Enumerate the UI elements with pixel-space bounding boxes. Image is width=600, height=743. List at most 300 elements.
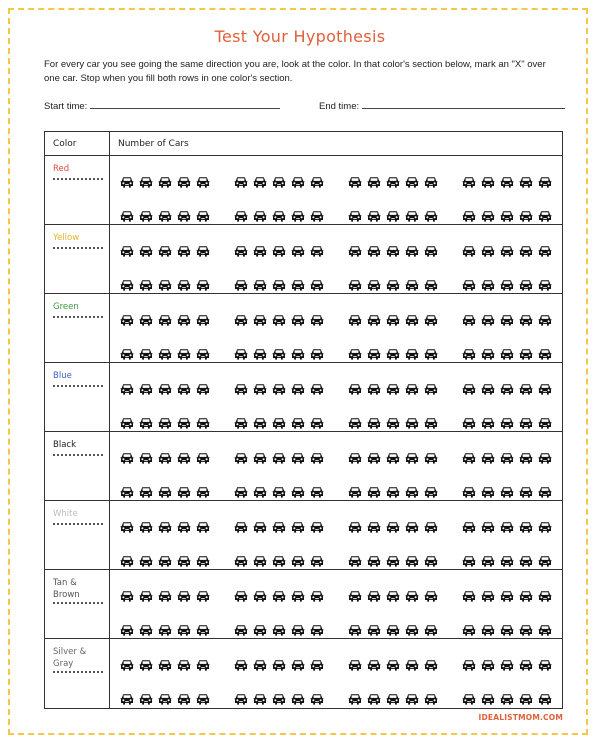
car-icon[interactable]	[367, 173, 381, 185]
car-icon[interactable]	[272, 587, 286, 599]
car-icon[interactable]	[158, 621, 172, 633]
car-icon[interactable]	[158, 173, 172, 185]
car-icon[interactable]	[367, 449, 381, 461]
car-icon[interactable]	[158, 552, 172, 564]
car-icon[interactable]	[348, 483, 362, 495]
car-icon[interactable]	[120, 207, 134, 219]
car-icon[interactable]	[158, 311, 172, 323]
car-icon[interactable]	[348, 690, 362, 702]
car-icon[interactable]	[386, 449, 400, 461]
car-icon[interactable]	[120, 276, 134, 288]
car-icon[interactable]	[120, 587, 134, 599]
car-icon[interactable]	[462, 483, 476, 495]
car-icon[interactable]	[120, 483, 134, 495]
car-icon[interactable]	[405, 587, 419, 599]
car-icon[interactable]	[538, 518, 552, 530]
car-icon[interactable]	[500, 621, 514, 633]
car-icon[interactable]	[500, 656, 514, 668]
car-icon[interactable]	[481, 552, 495, 564]
car-icon[interactable]	[462, 690, 476, 702]
car-icon[interactable]	[538, 207, 552, 219]
car-icon[interactable]	[196, 414, 210, 426]
car-icon[interactable]	[519, 311, 533, 323]
car-icon[interactable]	[139, 656, 153, 668]
car-icon[interactable]	[367, 552, 381, 564]
car-icon[interactable]	[348, 449, 362, 461]
car-icon[interactable]	[519, 414, 533, 426]
car-icon[interactable]	[196, 656, 210, 668]
car-icon[interactable]	[424, 380, 438, 392]
car-icon[interactable]	[177, 311, 191, 323]
car-icon[interactable]	[367, 276, 381, 288]
car-icon[interactable]	[462, 656, 476, 668]
car-icon[interactable]	[500, 552, 514, 564]
color-write-line[interactable]	[53, 385, 103, 387]
car-icon[interactable]	[139, 242, 153, 254]
car-icon[interactable]	[234, 621, 248, 633]
car-icon[interactable]	[291, 207, 305, 219]
car-icon[interactable]	[120, 380, 134, 392]
car-icon[interactable]	[386, 656, 400, 668]
car-icon[interactable]	[139, 380, 153, 392]
car-icon[interactable]	[253, 621, 267, 633]
car-icon[interactable]	[462, 311, 476, 323]
car-icon[interactable]	[177, 449, 191, 461]
car-icon[interactable]	[424, 276, 438, 288]
car-icon[interactable]	[139, 276, 153, 288]
car-icon[interactable]	[291, 587, 305, 599]
color-write-line[interactable]	[53, 602, 103, 604]
car-icon[interactable]	[196, 449, 210, 461]
car-icon[interactable]	[139, 621, 153, 633]
car-icon[interactable]	[500, 345, 514, 357]
car-icon[interactable]	[519, 345, 533, 357]
car-icon[interactable]	[234, 518, 248, 530]
car-icon[interactable]	[481, 621, 495, 633]
car-icon[interactable]	[424, 311, 438, 323]
car-icon[interactable]	[310, 242, 324, 254]
car-icon[interactable]	[310, 380, 324, 392]
end-time-line[interactable]	[362, 99, 565, 109]
car-icon[interactable]	[424, 690, 438, 702]
car-icon[interactable]	[538, 552, 552, 564]
car-icon[interactable]	[519, 518, 533, 530]
car-icon[interactable]	[158, 242, 172, 254]
car-icon[interactable]	[120, 345, 134, 357]
car-icon[interactable]	[291, 449, 305, 461]
car-icon[interactable]	[538, 311, 552, 323]
car-icon[interactable]	[481, 518, 495, 530]
car-icon[interactable]	[177, 207, 191, 219]
car-icon[interactable]	[177, 518, 191, 530]
car-icon[interactable]	[253, 345, 267, 357]
car-icon[interactable]	[177, 587, 191, 599]
car-icon[interactable]	[405, 276, 419, 288]
car-icon[interactable]	[177, 242, 191, 254]
car-icon[interactable]	[348, 311, 362, 323]
car-icon[interactable]	[196, 380, 210, 392]
car-icon[interactable]	[253, 207, 267, 219]
car-icon[interactable]	[538, 242, 552, 254]
car-icon[interactable]	[272, 449, 286, 461]
car-icon[interactable]	[310, 587, 324, 599]
car-icon[interactable]	[234, 276, 248, 288]
car-icon[interactable]	[386, 518, 400, 530]
car-icon[interactable]	[177, 483, 191, 495]
car-icon[interactable]	[367, 587, 381, 599]
car-icon[interactable]	[253, 587, 267, 599]
car-icon[interactable]	[367, 311, 381, 323]
car-icon[interactable]	[234, 242, 248, 254]
car-icon[interactable]	[272, 276, 286, 288]
car-icon[interactable]	[348, 518, 362, 530]
car-icon[interactable]	[158, 414, 172, 426]
car-icon[interactable]	[272, 380, 286, 392]
car-icon[interactable]	[367, 483, 381, 495]
car-icon[interactable]	[386, 173, 400, 185]
car-icon[interactable]	[253, 518, 267, 530]
car-icon[interactable]	[424, 656, 438, 668]
car-icon[interactable]	[310, 207, 324, 219]
car-icon[interactable]	[196, 345, 210, 357]
car-icon[interactable]	[234, 690, 248, 702]
car-icon[interactable]	[348, 587, 362, 599]
car-icon[interactable]	[177, 345, 191, 357]
car-icon[interactable]	[424, 173, 438, 185]
car-icon[interactable]	[177, 621, 191, 633]
car-icon[interactable]	[120, 414, 134, 426]
car-icon[interactable]	[177, 656, 191, 668]
car-icon[interactable]	[424, 449, 438, 461]
car-icon[interactable]	[386, 621, 400, 633]
car-icon[interactable]	[158, 656, 172, 668]
car-icon[interactable]	[139, 207, 153, 219]
car-icon[interactable]	[348, 552, 362, 564]
car-icon[interactable]	[291, 552, 305, 564]
car-icon[interactable]	[500, 276, 514, 288]
car-icon[interactable]	[234, 483, 248, 495]
car-icon[interactable]	[462, 518, 476, 530]
car-icon[interactable]	[462, 345, 476, 357]
car-icon[interactable]	[405, 345, 419, 357]
car-icon[interactable]	[348, 656, 362, 668]
car-icon[interactable]	[348, 621, 362, 633]
car-icon[interactable]	[158, 276, 172, 288]
car-icon[interactable]	[500, 207, 514, 219]
car-icon[interactable]	[158, 345, 172, 357]
car-icon[interactable]	[424, 242, 438, 254]
car-icon[interactable]	[291, 380, 305, 392]
car-icon[interactable]	[139, 587, 153, 599]
car-icon[interactable]	[500, 449, 514, 461]
car-icon[interactable]	[253, 552, 267, 564]
car-icon[interactable]	[519, 242, 533, 254]
car-icon[interactable]	[500, 690, 514, 702]
car-icon[interactable]	[272, 518, 286, 530]
car-icon[interactable]	[367, 242, 381, 254]
car-icon[interactable]	[386, 414, 400, 426]
car-icon[interactable]	[386, 483, 400, 495]
car-icon[interactable]	[253, 690, 267, 702]
car-icon[interactable]	[120, 552, 134, 564]
car-icon[interactable]	[120, 518, 134, 530]
car-icon[interactable]	[272, 690, 286, 702]
car-icon[interactable]	[481, 449, 495, 461]
car-icon[interactable]	[405, 483, 419, 495]
car-icon[interactable]	[272, 621, 286, 633]
car-icon[interactable]	[386, 552, 400, 564]
car-icon[interactable]	[519, 380, 533, 392]
car-icon[interactable]	[139, 518, 153, 530]
car-icon[interactable]	[291, 518, 305, 530]
car-icon[interactable]	[405, 656, 419, 668]
car-icon[interactable]	[272, 242, 286, 254]
car-icon[interactable]	[519, 552, 533, 564]
car-icon[interactable]	[291, 483, 305, 495]
car-icon[interactable]	[310, 449, 324, 461]
car-icon[interactable]	[310, 173, 324, 185]
car-icon[interactable]	[424, 207, 438, 219]
car-icon[interactable]	[196, 621, 210, 633]
car-icon[interactable]	[139, 173, 153, 185]
car-icon[interactable]	[481, 483, 495, 495]
car-icon[interactable]	[177, 414, 191, 426]
car-icon[interactable]	[291, 311, 305, 323]
car-icon[interactable]	[272, 345, 286, 357]
car-icon[interactable]	[538, 656, 552, 668]
car-icon[interactable]	[158, 207, 172, 219]
car-icon[interactable]	[500, 587, 514, 599]
color-write-line[interactable]	[53, 178, 103, 180]
car-icon[interactable]	[386, 276, 400, 288]
car-icon[interactable]	[538, 276, 552, 288]
car-icon[interactable]	[253, 380, 267, 392]
car-icon[interactable]	[158, 518, 172, 530]
car-icon[interactable]	[158, 483, 172, 495]
car-icon[interactable]	[386, 242, 400, 254]
car-icon[interactable]	[234, 380, 248, 392]
car-icon[interactable]	[177, 552, 191, 564]
car-icon[interactable]	[158, 690, 172, 702]
car-icon[interactable]	[234, 552, 248, 564]
car-icon[interactable]	[234, 587, 248, 599]
car-icon[interactable]	[272, 414, 286, 426]
car-icon[interactable]	[538, 449, 552, 461]
car-icon[interactable]	[538, 380, 552, 392]
car-icon[interactable]	[234, 656, 248, 668]
car-icon[interactable]	[405, 552, 419, 564]
car-icon[interactable]	[253, 173, 267, 185]
car-icon[interactable]	[272, 656, 286, 668]
car-icon[interactable]	[481, 587, 495, 599]
car-icon[interactable]	[519, 207, 533, 219]
car-icon[interactable]	[405, 207, 419, 219]
car-icon[interactable]	[272, 311, 286, 323]
car-icon[interactable]	[177, 380, 191, 392]
car-icon[interactable]	[424, 552, 438, 564]
color-write-line[interactable]	[53, 247, 103, 249]
car-icon[interactable]	[462, 414, 476, 426]
car-icon[interactable]	[405, 242, 419, 254]
car-icon[interactable]	[348, 414, 362, 426]
car-icon[interactable]	[158, 449, 172, 461]
car-icon[interactable]	[481, 207, 495, 219]
car-icon[interactable]	[481, 690, 495, 702]
car-icon[interactable]	[196, 207, 210, 219]
car-icon[interactable]	[139, 345, 153, 357]
car-icon[interactable]	[234, 311, 248, 323]
car-icon[interactable]	[481, 242, 495, 254]
car-icon[interactable]	[367, 345, 381, 357]
car-icon[interactable]	[196, 587, 210, 599]
car-icon[interactable]	[367, 690, 381, 702]
car-icon[interactable]	[310, 621, 324, 633]
car-icon[interactable]	[291, 345, 305, 357]
car-icon[interactable]	[158, 587, 172, 599]
car-icon[interactable]	[481, 276, 495, 288]
car-icon[interactable]	[234, 345, 248, 357]
car-icon[interactable]	[291, 621, 305, 633]
car-icon[interactable]	[462, 276, 476, 288]
car-icon[interactable]	[291, 242, 305, 254]
car-icon[interactable]	[462, 242, 476, 254]
car-icon[interactable]	[291, 690, 305, 702]
car-icon[interactable]	[120, 449, 134, 461]
car-icon[interactable]	[310, 414, 324, 426]
car-icon[interactable]	[291, 414, 305, 426]
car-icon[interactable]	[253, 414, 267, 426]
car-icon[interactable]	[196, 518, 210, 530]
car-icon[interactable]	[120, 173, 134, 185]
car-icon[interactable]	[253, 483, 267, 495]
car-icon[interactable]	[348, 276, 362, 288]
car-icon[interactable]	[538, 414, 552, 426]
car-icon[interactable]	[139, 449, 153, 461]
car-icon[interactable]	[310, 518, 324, 530]
car-icon[interactable]	[519, 173, 533, 185]
car-icon[interactable]	[234, 449, 248, 461]
car-icon[interactable]	[462, 380, 476, 392]
car-icon[interactable]	[386, 311, 400, 323]
car-icon[interactable]	[405, 621, 419, 633]
car-icon[interactable]	[120, 311, 134, 323]
car-icon[interactable]	[348, 242, 362, 254]
car-icon[interactable]	[139, 690, 153, 702]
car-icon[interactable]	[405, 414, 419, 426]
car-icon[interactable]	[405, 380, 419, 392]
car-icon[interactable]	[462, 207, 476, 219]
car-icon[interactable]	[538, 173, 552, 185]
car-icon[interactable]	[139, 552, 153, 564]
car-icon[interactable]	[519, 276, 533, 288]
car-icon[interactable]	[367, 414, 381, 426]
car-icon[interactable]	[310, 483, 324, 495]
car-icon[interactable]	[196, 242, 210, 254]
car-icon[interactable]	[196, 173, 210, 185]
car-icon[interactable]	[424, 518, 438, 530]
car-icon[interactable]	[519, 690, 533, 702]
car-icon[interactable]	[519, 483, 533, 495]
car-icon[interactable]	[234, 173, 248, 185]
car-icon[interactable]	[120, 621, 134, 633]
car-icon[interactable]	[367, 518, 381, 530]
car-icon[interactable]	[424, 483, 438, 495]
car-icon[interactable]	[310, 345, 324, 357]
car-icon[interactable]	[405, 518, 419, 530]
car-icon[interactable]	[348, 380, 362, 392]
car-icon[interactable]	[500, 242, 514, 254]
car-icon[interactable]	[386, 207, 400, 219]
car-icon[interactable]	[196, 552, 210, 564]
car-icon[interactable]	[291, 276, 305, 288]
car-icon[interactable]	[424, 587, 438, 599]
car-icon[interactable]	[538, 483, 552, 495]
car-icon[interactable]	[120, 690, 134, 702]
car-icon[interactable]	[310, 690, 324, 702]
car-icon[interactable]	[367, 380, 381, 392]
car-icon[interactable]	[310, 311, 324, 323]
car-icon[interactable]	[253, 242, 267, 254]
car-icon[interactable]	[538, 345, 552, 357]
car-icon[interactable]	[234, 207, 248, 219]
car-icon[interactable]	[481, 656, 495, 668]
car-icon[interactable]	[500, 380, 514, 392]
car-icon[interactable]	[196, 690, 210, 702]
car-icon[interactable]	[386, 587, 400, 599]
car-icon[interactable]	[253, 276, 267, 288]
car-icon[interactable]	[253, 656, 267, 668]
car-icon[interactable]	[500, 173, 514, 185]
car-icon[interactable]	[120, 656, 134, 668]
car-icon[interactable]	[538, 621, 552, 633]
car-icon[interactable]	[386, 345, 400, 357]
car-icon[interactable]	[310, 552, 324, 564]
car-icon[interactable]	[405, 690, 419, 702]
car-icon[interactable]	[272, 173, 286, 185]
car-icon[interactable]	[462, 587, 476, 599]
car-icon[interactable]	[310, 276, 324, 288]
car-icon[interactable]	[386, 380, 400, 392]
car-icon[interactable]	[367, 207, 381, 219]
car-icon[interactable]	[481, 173, 495, 185]
car-icon[interactable]	[234, 414, 248, 426]
car-icon[interactable]	[348, 207, 362, 219]
car-icon[interactable]	[519, 621, 533, 633]
car-icon[interactable]	[538, 690, 552, 702]
car-icon[interactable]	[367, 656, 381, 668]
car-icon[interactable]	[405, 173, 419, 185]
color-write-line[interactable]	[53, 316, 103, 318]
car-icon[interactable]	[462, 449, 476, 461]
color-write-line[interactable]	[53, 454, 103, 456]
car-icon[interactable]	[177, 173, 191, 185]
car-icon[interactable]	[291, 656, 305, 668]
car-icon[interactable]	[519, 449, 533, 461]
car-icon[interactable]	[253, 449, 267, 461]
car-icon[interactable]	[462, 621, 476, 633]
car-icon[interactable]	[481, 345, 495, 357]
car-icon[interactable]	[196, 276, 210, 288]
car-icon[interactable]	[481, 414, 495, 426]
car-icon[interactable]	[500, 311, 514, 323]
car-icon[interactable]	[272, 483, 286, 495]
car-icon[interactable]	[405, 449, 419, 461]
car-icon[interactable]	[291, 173, 305, 185]
car-icon[interactable]	[348, 345, 362, 357]
car-icon[interactable]	[405, 311, 419, 323]
car-icon[interactable]	[500, 518, 514, 530]
car-icon[interactable]	[272, 552, 286, 564]
